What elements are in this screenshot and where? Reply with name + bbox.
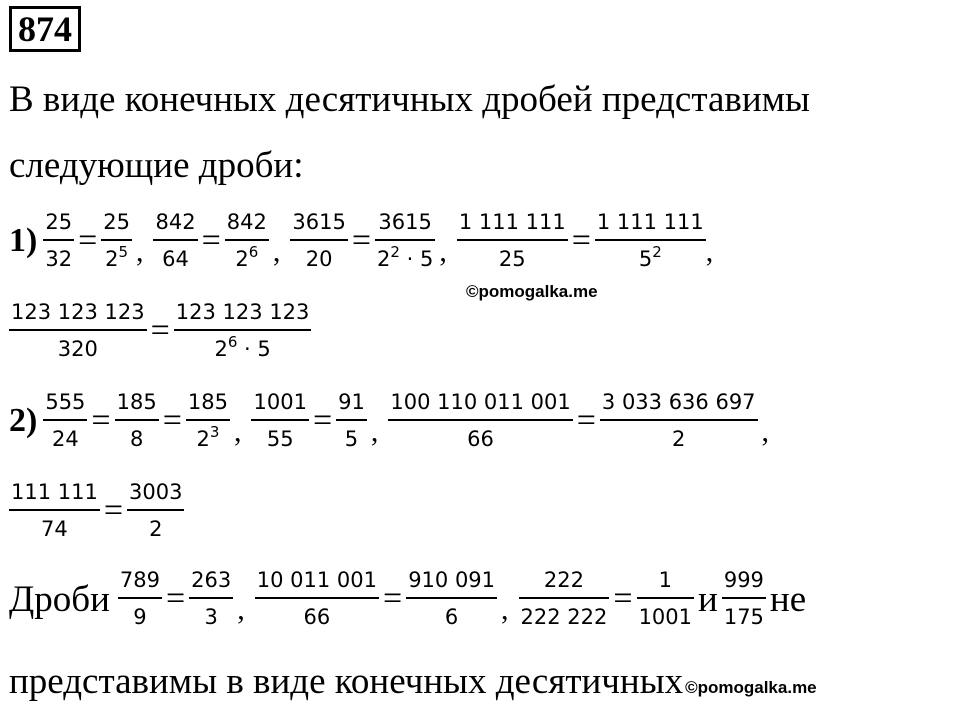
fraction: $\frac{1 111 111}{25}$ — [458, 210, 566, 271]
fraction: $\frac{10 011 001}{66}$ — [256, 568, 377, 629]
fraction: $\frac{25}{32}$ — [45, 210, 73, 271]
fraction: $\frac{185}{8}$ — [116, 390, 157, 451]
fraction: $\frac{1001}{55}$ — [253, 390, 307, 451]
task-number: 874 — [9, 6, 81, 52]
fraction: $\frac{789}{9}$ — [119, 568, 160, 629]
fraction: $\frac{185}{2^3}$ — [187, 390, 228, 451]
fraction: $\frac{555}{24}$ — [45, 390, 86, 451]
fraction: $\frac{25}{2^5}$ — [103, 210, 130, 271]
word-and: и — [698, 578, 718, 620]
fraction: $\frac{3615}{20}$ — [292, 210, 346, 271]
fraction: $\frac{91}{5}$ — [338, 390, 365, 451]
part2-row2: $\frac{111 111}{74}$ = $\frac{3003}{2}$ — [11, 480, 183, 541]
fraction: $\frac{123 123 123}{2^6 \cdot 5}$ — [175, 300, 310, 361]
watermark: ©pomogalka.me — [685, 678, 817, 697]
part1-row2: $\frac{123 123 123}{320}$ = $\frac{123 123 123}{2^6 \cdot 5}$ — [11, 300, 310, 361]
intro-line-1: В виде конечных десятичных дробей представимы — [9, 79, 810, 120]
fraction: $\frac{263}{3}$ — [191, 568, 232, 629]
fraction: $\frac{1}{1001}$ — [638, 568, 693, 629]
fraction: $\frac{222}{222 222}$ — [520, 568, 608, 629]
fraction: $\frac{100 110 011 001}{66}$ — [390, 390, 571, 451]
fraction: $\frac{1 111 111}{5^2}$ — [596, 210, 704, 271]
part1-label: 1) — [9, 222, 38, 259]
word-ne: не — [769, 578, 807, 620]
part2-label: 2) — [9, 402, 38, 439]
fraction: $\frac{3 033 636 697}{2}$ — [601, 390, 756, 451]
watermark: ©pomogalka.me — [466, 282, 598, 301]
part2-row1: 2) $\frac{555}{24}$ = $\frac{185}{8}$ = $\frac{185}{2^3}$ , $\frac{1001}{55}$ = $\frac{91}{5}$ , $\frac{100 110 011 001}{66}$ = $\frac{3 033 636 697}{2}$ , — [9, 390, 770, 451]
fraction: $\frac{999}{175}$ — [723, 568, 764, 629]
fraction: $\frac{123 123 123}{320}$ — [11, 300, 145, 361]
intro-line-2: следующие дроби: — [9, 145, 304, 186]
word-drobi: Дроби — [9, 578, 110, 620]
part1-row1: 1) $\frac{25}{32}$ = $\frac{25}{2^5}$ , $\frac{842}{64}$ = $\frac{842}{2^6}$ , $\frac{3615}{20}$ = $\frac{3615}{2^2 \cdot 5}$ , $\frac{1 111 111}{25}$ = $\frac{1 111 111}{5^2}$ , — [9, 210, 714, 271]
fraction: $\frac{3615}{2^2 \cdot 5}$ — [377, 210, 434, 271]
fraction: $\frac{842}{64}$ — [155, 210, 196, 271]
fraction: $\frac{3003}{2}$ — [129, 480, 183, 541]
fraction: $\frac{111 111}{74}$ — [11, 480, 98, 541]
final-line: представимы в виде конечных десятичных ©pomogalka.me — [9, 661, 817, 702]
fraction: $\frac{842}{2^6}$ — [226, 210, 267, 271]
fraction: $\frac{910 091}{6}$ — [408, 568, 496, 629]
non-terminating-row: Дроби $\frac{789}{9}$ = $\frac{263}{3}$ , $\frac{10 011 001}{66}$ = $\frac{910 091}{6}$ , $\frac{222}{222 222}$ = $\frac{1}{1001}$ и $\frac{999}{175}$ не — [9, 568, 807, 629]
